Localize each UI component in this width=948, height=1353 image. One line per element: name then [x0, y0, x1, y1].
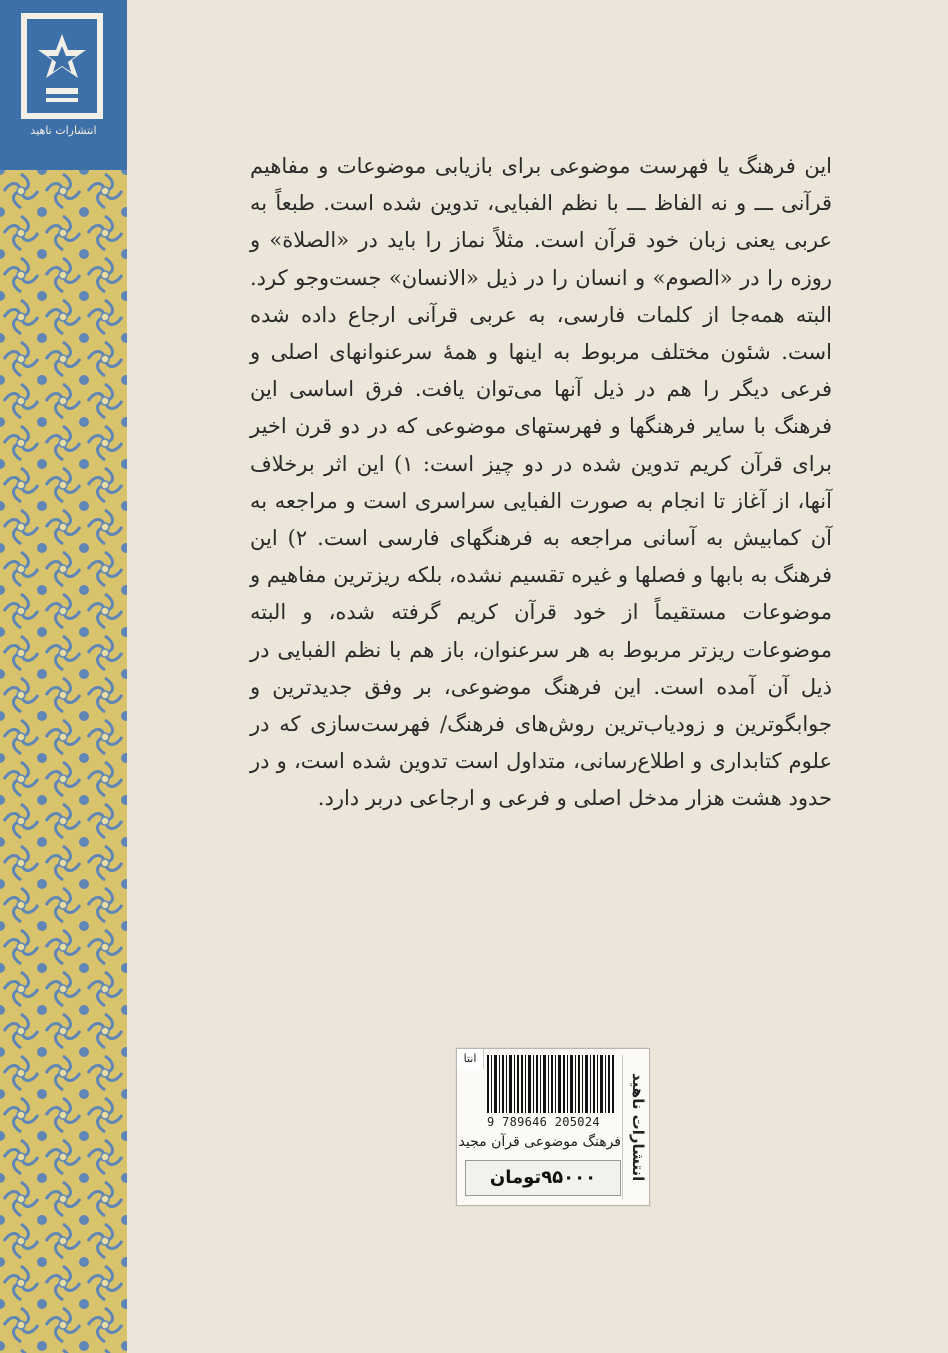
- sticker-corner-mark: انتا: [457, 1049, 484, 1069]
- sticker-publisher-label: انتشارات ناهید: [622, 1055, 647, 1199]
- barcode-number: 9 789646 205024: [487, 1115, 600, 1129]
- sticker-price: ۹۵۰۰۰تومان: [465, 1160, 621, 1196]
- spine-strip: [0, 0, 127, 1353]
- publisher-logo-box: [0, 0, 127, 170]
- publisher-logo-caption: انتشارات ناهید: [30, 124, 97, 137]
- price-sticker: [456, 1048, 650, 1206]
- barcode-icon: [485, 1055, 615, 1113]
- sticker-book-title: فرهنگ موضوعی قرآن مجید: [458, 1134, 621, 1150]
- publisher-logo-icon: [16, 10, 108, 122]
- ornamental-pattern-band: [0, 170, 127, 1353]
- back-cover-description: این فرهنگ یا فهرست موضوعی برای بازیابی موضوعات و مفاهیم قرآنی ـــ و نه الفاظ ـــ با نظم الفبایی، تدوین شده است. طبعاً به عربی یعنی زبان خود قرآن است. مثلاً نماز را باید در «الصلاة» و روزه را در «الصوم» و انسان را در ذیل «الانسان» جست‌وجو کرد. البته همه‌جا از کلمات فارسی، به عربی قرآنی ارجاع داده شده است. شئون مختلف مربوط به اینها و همهٔ سرعنوانهای اصلی و فرعی دیگر را هم در ذیل آنها می‌توان یافت. فرق اساسی این فرهنگ با سایر فرهنگها و فهرستهای موضوعی که در دو قرن اخیر برای قرآن کریم تدوین شده در دو چیز است: ۱) این اثر برخلاف آنها، از آغاز تا انجام به صورت الفبایی سراسری است و مراجعه به آن کمابیش به آسانی مراجعه به فرهنگهای فارسی است. ۲) این فرهنگ به بابها و فصلها و غیره تقسیم نشده، بلکه ریزترین مفاهیم و موضوعات مستقیماً از خود قرآن کریم گرفته شده، و البته موضوعات ریزتر مربوط به هر سرعنوان، باز هم با نظم الفبایی در ذیل آن آمده است. این فرهنگ موضوعی، بر وفق جدیدترین و جوابگوترین و زودیاب‌ترین روش‌های فرهنگ/ فهرست‌سازی که در علوم کتابداری و اطلاع‌رسانی، متداول است تدوین شده است، و در حدود هشت هزار مدخل اصلی و فرعی و ارجاعی دربر دارد.: [250, 154, 832, 811]
- arabesque-pattern-icon: [0, 170, 127, 1353]
